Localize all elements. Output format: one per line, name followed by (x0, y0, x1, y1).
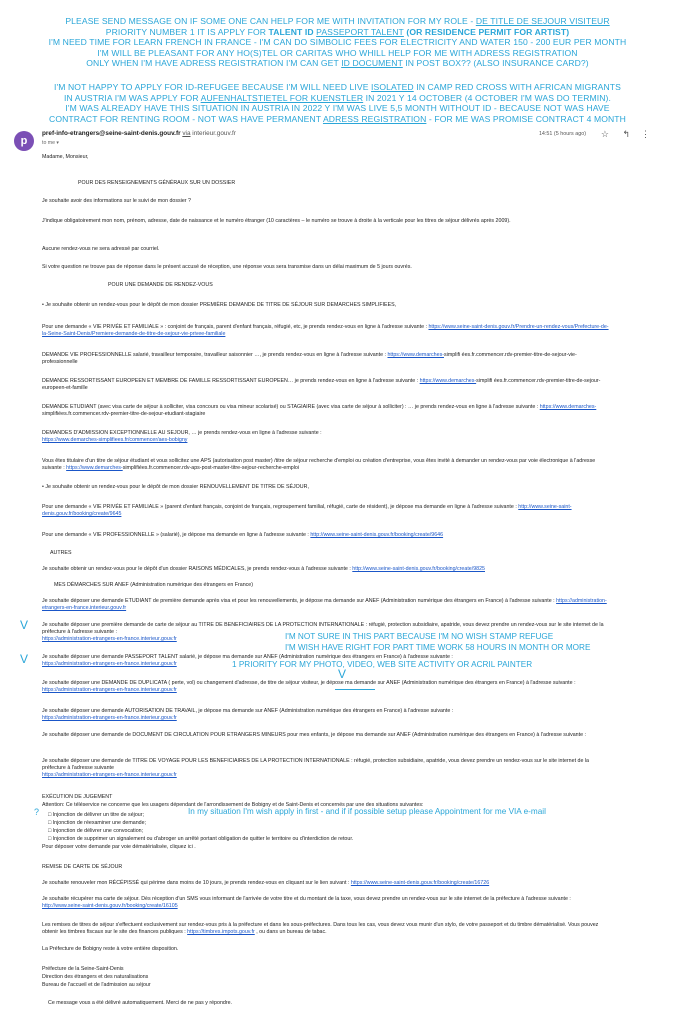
signature-line: Bureau de l'accueil et de l'admission au séjour (42, 982, 151, 988)
annotation-note: In my situation I'm wish apply in first - and if if possible setup please Appointment for me VIA e-mail (188, 807, 546, 816)
list-item: □ Injonction de supprimer un signalement ou d'abroger un arrêté portant obligation de quitter le territoire ou d'interdiction de retour. (48, 836, 354, 842)
note-line-1: PLEASE SEND MESSAGE ON IF SOME ONE CAN HELP FOR ME WITH INVITATION FOR MY ROLE - DE TITLE DE SEJOUR VISITEUR (65, 16, 610, 26)
paragraph: Je souhaite récupérer ma carte de séjour. Dès réception d'un SMS vous informant de l'arrivée de votre titre et du montant de la taxe, vous devez prendre un rendez-vous sur le site internet de la préfecture à l'adresse suivante : http://www.seine-saint-denis.gouv.fr/booking/create/16105 (42, 896, 571, 910)
signature-line: Préfecture de la Seine-Saint-Denis (42, 966, 124, 972)
link[interactable]: https://www.demarches- (419, 378, 477, 384)
footer-note: Ce message vous a été délivré automatiquement. Merci de ne pas y répondre. (48, 1000, 233, 1006)
section-heading: REMISE DE CARTE DE SÉJOUR (42, 864, 123, 870)
link[interactable]: https://www.demarches- (66, 465, 123, 472)
paragraph: La Préfecture de Bobigny reste à votre entière disposition. (42, 946, 179, 952)
note-line-4: I'M WILL BE PLEASANT FOR ANY HO(S)TEL OR CARITAS WHO WHILL HELP FOR ME WITH ADRESS REGISTRATION (97, 47, 578, 58)
list-item: □ Injonction de délivrer un titre de séjour; (48, 812, 144, 818)
link[interactable]: http://www.seine-saint-denis.gouv.fr/booking/create/9645 (42, 504, 572, 518)
paragraph: Attention: Ce téléservice ne concerne que les usagers dépendant de l'arrondissement de Bobigny et de Saint-Denis et concernés par une des situations suivantes: (42, 802, 424, 808)
paragraph: • Je souhaite obtenir un rendez-vous pour le dépôt de mon dossier PREMIÈRE DEMANDE DE TITRE DE SÉJOUR SUR DEMARCHES SIMPLIFIEES, (42, 302, 397, 308)
check-mark: V (20, 652, 29, 666)
paragraph: Pour une demande « VIE PRIVÉE ET FAMILIALE » : conjoint de français, parent d'enfant français, réfugié, etc, je prends rendez-vous en ligne à l'adresse suivante : https://www.seine-saint-denis.gouv.fr/Prendre-un-rendez-vous/Prefecture-de-la-Seine-Saint-Denis/Premiere-demande-de-titre-de-sejour-vie-privee-familiale (42, 324, 609, 338)
note-line-9: CONTRACT FOR RENTING ROOM - NOT WAS HAVE PERMANENT ADRESS REGISTRATION - FOR ME WAS PROMISE CONTRACT 4 MONTH (49, 113, 626, 124)
sender-address[interactable]: pref-info-etrangers@seine-saint-denis.gouv.fr via interieur.gouv.fr (42, 130, 236, 137)
section-heading: EXÉCUTION DE JUGEMENT (42, 794, 113, 800)
paragraph: Pour déposer votre demande par voie dématérialisée, cliquez ici . (42, 844, 196, 850)
link[interactable]: https://www.demarches- (387, 352, 444, 358)
greeting: Madame, Monsieur, (42, 154, 89, 160)
link[interactable]: https://administration-etrangers-en-france.interieur.gouv.fr (42, 636, 177, 643)
note-line-2: PRIORITY NUMBER 1 IT IS APPLY FOR TALENT ID PASSEPORT TALENT (OR RESIDENCE PERMIT FOR ARTIST) (105, 26, 570, 37)
paragraph: Je souhaite déposer une demande de TITRE DE VOYAGE POUR LES BENEFICIAIRES DE LA PROTECTION INTERNATIONALE : réfugié, protection subsidiaire, apatride, vous devez prendre un rendez-vous sur le site internet de la préfecture à l'adresse suivante https://administration-etrangers-en-france.interieur.gouv.fr (42, 758, 590, 779)
paragraph: DEMANDES D'ADMISSION EXCEPTIONNELLE AU SEJOUR, … je prends rendez-vous en ligne à l'adresse suivante : https://www.demarches-simplifiees.fr/commencer/aes-bobigny (42, 430, 322, 444)
link[interactable]: https://timbres.impots.gouv.fr (187, 929, 255, 936)
section-heading: MES DÉMARCHES SUR ANEF (Administration numérique des étrangers en France) (54, 582, 253, 588)
star-icon[interactable]: ☆ (600, 129, 609, 139)
paragraph: Pour une demande « VIE PROFESSIONNELLE » (salarié), je dépose ma demande en ligne à l'adresse suivante : http://www.seine-saint-denis.gouv.fr/booking/create/9646 (42, 532, 444, 538)
paragraph: DEMANDE VIE PROFESSIONNELLE salarié, travailleur temporaire, travailleur saisonnier …, je prends rendez-vous en ligne à l'adresse suivante : https://www.demarches-simplifi ées.fr.commencer.rdv-premier-titre-de-sejour-vie-professionnelle (42, 352, 577, 366)
annotation-note: 1 PRIORITY FOR MY PHOTO, VIDEO, WEB SITE ACTIVITY OR ACRIL PAINTER (232, 660, 533, 669)
email-header (14, 130, 664, 152)
paragraph: DEMANDE ETUDIANT (avec visa carte de séjour à solliciter, visa concours ou visa mineur scolarisé) ou STAGIAIRE (avec visa carte de séjour à solliciter) : … je prends rendez-vous en ligne à l'adresse suivante : https://www.demarches-simplifiées.fr.commencer.rdv-premier-titre-de-sejour-etudiant-stagiaire (42, 404, 597, 418)
paragraph: Je souhaite obtenir un rendez-vous pour le dépôt d'un dossier RAISONS MÉDICALES, je prends rendez-vous à l'adresse suivante : http://www.seine-saint-denis.gouv.fr/booking/create/9825 (42, 566, 485, 572)
paragraph: Aucune rendez-vous ne sera adressé par courriel. (42, 246, 160, 252)
reply-icon[interactable]: ↰ (622, 129, 630, 139)
underline-mark (335, 689, 375, 690)
paragraph: Je souhaite déposer une demande PASSEPORT TALENT salarié, je dépose ma demande sur ANEF (Administration numérique des étrangers en France) à l'adresse suivante : https://administration-etrangers-en-france.interieur.gouv.fr (42, 654, 453, 668)
link[interactable]: https://administration-etrangers-en-france.interieur.gouv.fr (42, 715, 177, 722)
paragraph: Les remises de titres de séjour s'effectuent exclusivement sur rendez-vous pris à la préfecture et dans les sous-préfectures. Dans tous les cas, vous devez vous munir d'un stylo, de votre passeport et du timbre dématérialisé. Vous pouvez obtenir les timbres fiscaux sur le site des finances publiques : https://timbres.impots.gouv.fr , ou dans un bureau de tabac. (42, 922, 599, 936)
paragraph: Pour une demande « VIE PRIVÉE ET FAMILIALE » (parent d'enfant français, conjoint de français, regroupement familial, réfugié, carte de résident), je dépose ma demande en ligne à l'adresse suivante : http://www.seine-saint-denis.gouv.fr/booking/create/9645 (42, 504, 572, 518)
avatar[interactable]: p (14, 131, 34, 151)
paragraph: • Je souhaite obtenir un rendez-vous pour le dépôt de mon dossier RENOUVELLEMENT DE TITRE DE SÉJOUR, (42, 484, 309, 490)
signature-line: Direction des étrangers et des naturalisations (42, 974, 149, 980)
link[interactable]: https://administration-etrangers-en-france.interieur.gouv.fr (42, 772, 177, 779)
paragraph: J'indique obligatoirement mon nom, prénom, adresse, date de naissance et le numéro étranger (10 caractères – le numéro se trouve à droite à la verticale pour les titres de séjour délivrés après 2009). (42, 218, 511, 224)
paragraph: Je souhaite renouveler mon RÉCÉPISSÉ qui périme dans moins de 10 jours, je prends rendez-vous en cliquant sur le lien suivant : https://www.seine-saint-denis.gouv.fr/booking/create/16726 (42, 880, 490, 886)
note-line-7: IN AUSTRIA I'M WAS APPLY FOR AUFENHALTSTIETEL FOR KUENSTLER IN 2021 Y 14 OCTOBER (4 OCTOBER I'M WAS DO TERMIN). (63, 92, 611, 103)
section-heading: POUR UNE DEMANDE DE RENDEZ-VOUS (108, 282, 213, 288)
paragraph: Je souhaite déposer une demande de DOCUMENT DE CIRCULATION POUR ETRANGERS MINEURS pour mes enfants, je dépose ma demande sur ANEF (Administration numérique des étrangers en France) à l'adresse suivante : (42, 732, 586, 738)
paragraph: Vous êtes titulaire d'un titre de séjour étudiant et vous sollicitez une APS (autorisation post master) /titre de séjour recherche d'emploi ou création d'entreprise, vous êtes invité à demander un rendez-vous par voie électronique à l'adresse suivante : https://www.demarches-simplifiées.fr.commencer.rdv-aps-post-master-titre-sejour-recherche-emploi (42, 458, 596, 472)
note-line-6: I'M NOT HAPPY TO APPLY FOR ID-REFUGEE BECAUSE I'M WILL NEED LIVE ISOLATED IN CAMP RED CROSS WITH AFRICAN MIGRANTS (54, 82, 621, 92)
paragraph: Si votre question ne trouve pas de réponse dans le présent accusé de réception, une réponse vous sera transmise dans un délai maximum de 5 jours ouvrés. (42, 264, 412, 270)
top-notes-2 (0, 82, 675, 124)
note-line-5: ONLY WHEN I'M HAVE ADRESS REGISTRATION I'M CAN GET ID DOCUMENT IN POST BOX?? (ALSO INSURANCE CARD?) (86, 58, 589, 69)
paragraph: Je souhaite avoir des informations sur le suivi de mon dossier ? (42, 198, 191, 204)
paragraph: Je souhaite déposer une demande AUTORISATION DE TRAVAIL, je dépose ma demande sur ANEF (Administration numérique des étrangers en France) à l'adresse suivante : https://administration-etrangers-en-france.interieur.gouv.fr (42, 708, 454, 722)
link[interactable]: https://administration-etrangers-en-france.interieur.gouv.fr (42, 598, 607, 612)
note-line-8: I'M WAS ALREADY HAVE THIS SITUATION IN AUSTRIA IN 2022 Y I'M WAS LIVE 5,5 MONTH WITHOUT ID - BECAUSE NOT WAS HAVE (65, 103, 610, 114)
note-line-3: I'M NEED TIME FOR LEARN FRENCH IN FRANCE - I'M CAN DO SIMBOLIC FEES FOR ELECTRICITY AND WATER 150 - 200 EUR PER MONTH (48, 37, 627, 48)
list-item: □ Injonction de délivrer une convocation; (48, 828, 144, 834)
link[interactable]: https://administration-etrangers-en-france.interieur.gouv.fr (42, 661, 177, 668)
paragraph: Je souhaite déposer une DEMANDE DE DUPLICATA ( perte, vol) ou changement d'adresse, de titre de séjour visiteur, je dépose ma demande sur ANEF (Administration numérique des étrangers en France) à l'adresse suivante : https://administration-etrangers-en-france.interieur.gouv.fr (42, 680, 576, 694)
top-notes (0, 16, 675, 69)
check-mark: V (20, 618, 29, 632)
link[interactable]: https://www.seine-saint-denis.gouv.fr/booking/create/16726 (350, 880, 490, 886)
link[interactable]: http://www.seine-saint-denis.gouv.fr/booking/create/9646 (310, 532, 444, 538)
paragraph: Je souhaite déposer une première demande de carte de séjour au TITRE DE BENEFICIAIRES DE LA PROTECTION INTERNATIONALE : réfugié, protection subsidiaire, apatride, vous devez prendre un rendez-vous sur le site internet de la préfecture à l'adresse suivante : https://administration-etrangers-en-france.interieur.gouv.fr (42, 622, 604, 643)
more-options-icon[interactable]: ⋮ (641, 129, 650, 139)
question-mark: ? (34, 807, 40, 817)
check-mark: V (338, 667, 347, 681)
annotation-note: I'M NOT SURE IN THIS PART BECAUSE I'M NO WISH STAMP REFUGE (285, 632, 554, 641)
timestamp: 14:51 (5 hours ago) (538, 131, 586, 137)
link[interactable]: http://www.seine-saint-denis.gouv.fr/booking/create/9825 (352, 566, 485, 572)
list-item: □ Injonction de réexaminer une demande; (48, 820, 147, 826)
link[interactable]: https://www.demarches- (539, 404, 597, 410)
link[interactable]: https://administration-etrangers-en-france.interieur.gouv.fr (42, 687, 177, 694)
annotation-note: I'M WISH HAVE RIGHT FOR PART TIME WORK 58 HOURS IN MONTH OR MORE (285, 643, 591, 652)
link[interactable]: https://www.seine-saint-denis.gouv.fr/Prendre-un-rendez-vous/Prefecture-de-la-Seine-Saint-Denis/Premiere-demande-de-titre-de-sejour-vie-privee-familiale (42, 324, 609, 338)
paragraph: Je souhaite déposer une demande ETUDIANT de première demande après visa et pour les renouvellements, je dépose ma demande sur ANEF (Administration numérique des étrangers en France) à l'adresse suivante : https://administration-etrangers-en-france.interieur.gouv.fr (42, 598, 607, 612)
paragraph: DEMANDE RESSORTISSANT EUROPEEN ET MEMBRE DE FAMILLE RESSORTISSANT EUROPEEN… je prends rendez-vous en ligne à l'adresse suivante : https://www.demarches-simplifi ées.fr.commencer.rdv-premier-titre-de-sejour-europeen-et-famille (42, 378, 601, 392)
link[interactable]: https://www.demarches-simplifiees.fr/commencer/aes-bobigny (42, 437, 188, 444)
section-heading: POUR DES RENSEIGNEMENTS GÉNÉRAUX SUR UN DOSSIER (78, 180, 236, 186)
section-heading: AUTRES (50, 550, 72, 556)
link[interactable]: http://www.seine-saint-denis.gouv.fr/booking/create/16105 (42, 903, 178, 910)
recipient-dropdown[interactable]: to me ▾ (42, 140, 60, 146)
